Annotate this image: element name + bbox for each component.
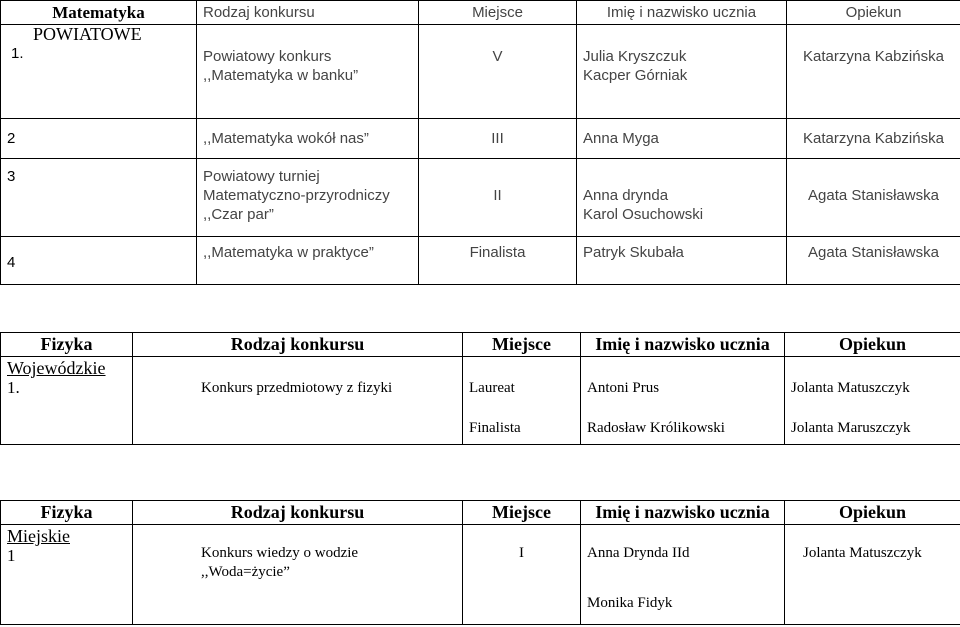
level-label: Wojewódzkie [7, 358, 106, 378]
row-number: 1. [11, 45, 24, 62]
row-number: 1 [7, 546, 16, 565]
header-contest-type: Rodzaj konkursu [133, 333, 463, 357]
category-header [1, 1, 197, 25]
header-tutor: Opiekun [785, 333, 960, 357]
place-cell: III [419, 119, 577, 159]
tutor-name: Jolanta Matuszczyk [791, 380, 910, 396]
contest-line: Matematyczno-przyrodniczy [203, 187, 390, 204]
category-title: Fizyka [1, 501, 133, 525]
student-name: Anna Drynda IId [587, 545, 690, 561]
place-cell: I [463, 525, 581, 625]
student-cell [581, 525, 785, 625]
tutor-cell: Jolanta Matuszczyk [785, 525, 960, 625]
tutor-cell: Katarzyna Kabzińska [787, 25, 960, 119]
student-name: Radosław Królikowski [587, 420, 725, 436]
table-header-row [1, 1, 960, 25]
level-cell [1, 357, 133, 445]
level-cell [1, 525, 133, 625]
table-row [1, 119, 960, 159]
contest-line: Powiatowy konkurs [203, 48, 332, 65]
student-name: Karol Osuchowski [583, 206, 704, 223]
tutor-cell: Katarzyna Kabzińska [787, 119, 960, 159]
math-results-table [0, 0, 960, 285]
header-place: Miejsce [463, 501, 581, 525]
tutor-cell: Agata Stanisławska [787, 237, 960, 285]
tutor-cell: Agata Stanisławska [787, 159, 960, 237]
place-value: Finalista [469, 420, 521, 436]
contest-line: ,,Woda=życie” [201, 564, 290, 580]
row-number: 3 [1, 159, 197, 237]
physics-regional-table [0, 332, 960, 445]
category-title: Matematyka [52, 3, 145, 22]
table-row [1, 357, 960, 445]
header-student-name: Imię i nazwisko ucznia [581, 501, 785, 525]
student-name: Julia Kryszczuk [583, 48, 687, 65]
row-number: 2 [1, 119, 197, 159]
row-number: 1. [7, 378, 20, 397]
place-value: Laureat [469, 380, 515, 396]
student-name: Anna drynda [583, 187, 669, 204]
table-row [1, 25, 960, 119]
header-place: Miejsce [463, 333, 581, 357]
student-cell [581, 357, 785, 445]
contest-line: Powiatowy turniej [203, 168, 320, 185]
physics-city-table [0, 500, 960, 625]
header-student-name: Imię i nazwisko ucznia [581, 333, 785, 357]
contest-line: ,,Matematyka w banku” [203, 67, 359, 84]
row-number-cell [1, 25, 197, 119]
contest-cell: ,,Matematyka wokół nas” [197, 119, 419, 159]
place-cell: V [419, 25, 577, 119]
contest-cell [197, 25, 419, 119]
table-row [1, 159, 960, 237]
table-row [1, 525, 960, 625]
place-cell: II [419, 159, 577, 237]
level-label: POWIATOWE [33, 24, 142, 44]
student-cell [577, 159, 787, 237]
header-tutor: Opiekun [785, 501, 960, 525]
row-number: 4 [1, 237, 197, 285]
tutor-cell [785, 357, 960, 445]
contest-cell: Konkurs przedmiotowy z fizyki [133, 357, 463, 445]
contest-line: ,,Czar par” [203, 206, 274, 223]
header-student-name: Imię i nazwisko ucznia [577, 1, 787, 25]
student-name: Monika Fidyk [587, 595, 673, 611]
level-label: Miejskie [7, 526, 70, 546]
tutor-name: Jolanta Maruszczyk [791, 420, 911, 436]
place-cell: Finalista [419, 237, 577, 285]
contest-cell [133, 525, 463, 625]
student-name: Anna Myga [577, 119, 787, 159]
student-name: Kacper Górniak [583, 67, 688, 84]
header-place: Miejsce [419, 1, 577, 25]
contest-cell: ,,Matematyka w praktyce” [197, 237, 419, 285]
header-tutor: Opiekun [787, 1, 960, 25]
table-row [1, 237, 960, 285]
student-name: Patryk Skubała [577, 237, 787, 285]
table-header-row [1, 333, 960, 357]
student-cell [577, 25, 787, 119]
contest-cell [197, 159, 419, 237]
category-title: Fizyka [1, 333, 133, 357]
header-contest-type: Rodzaj konkursu [197, 1, 419, 25]
table-header-row [1, 501, 960, 525]
header-contest-type: Rodzaj konkursu [133, 501, 463, 525]
place-cell [463, 357, 581, 445]
student-name: Antoni Prus [587, 380, 660, 396]
contest-line: Konkurs wiedzy o wodzie [201, 545, 359, 561]
